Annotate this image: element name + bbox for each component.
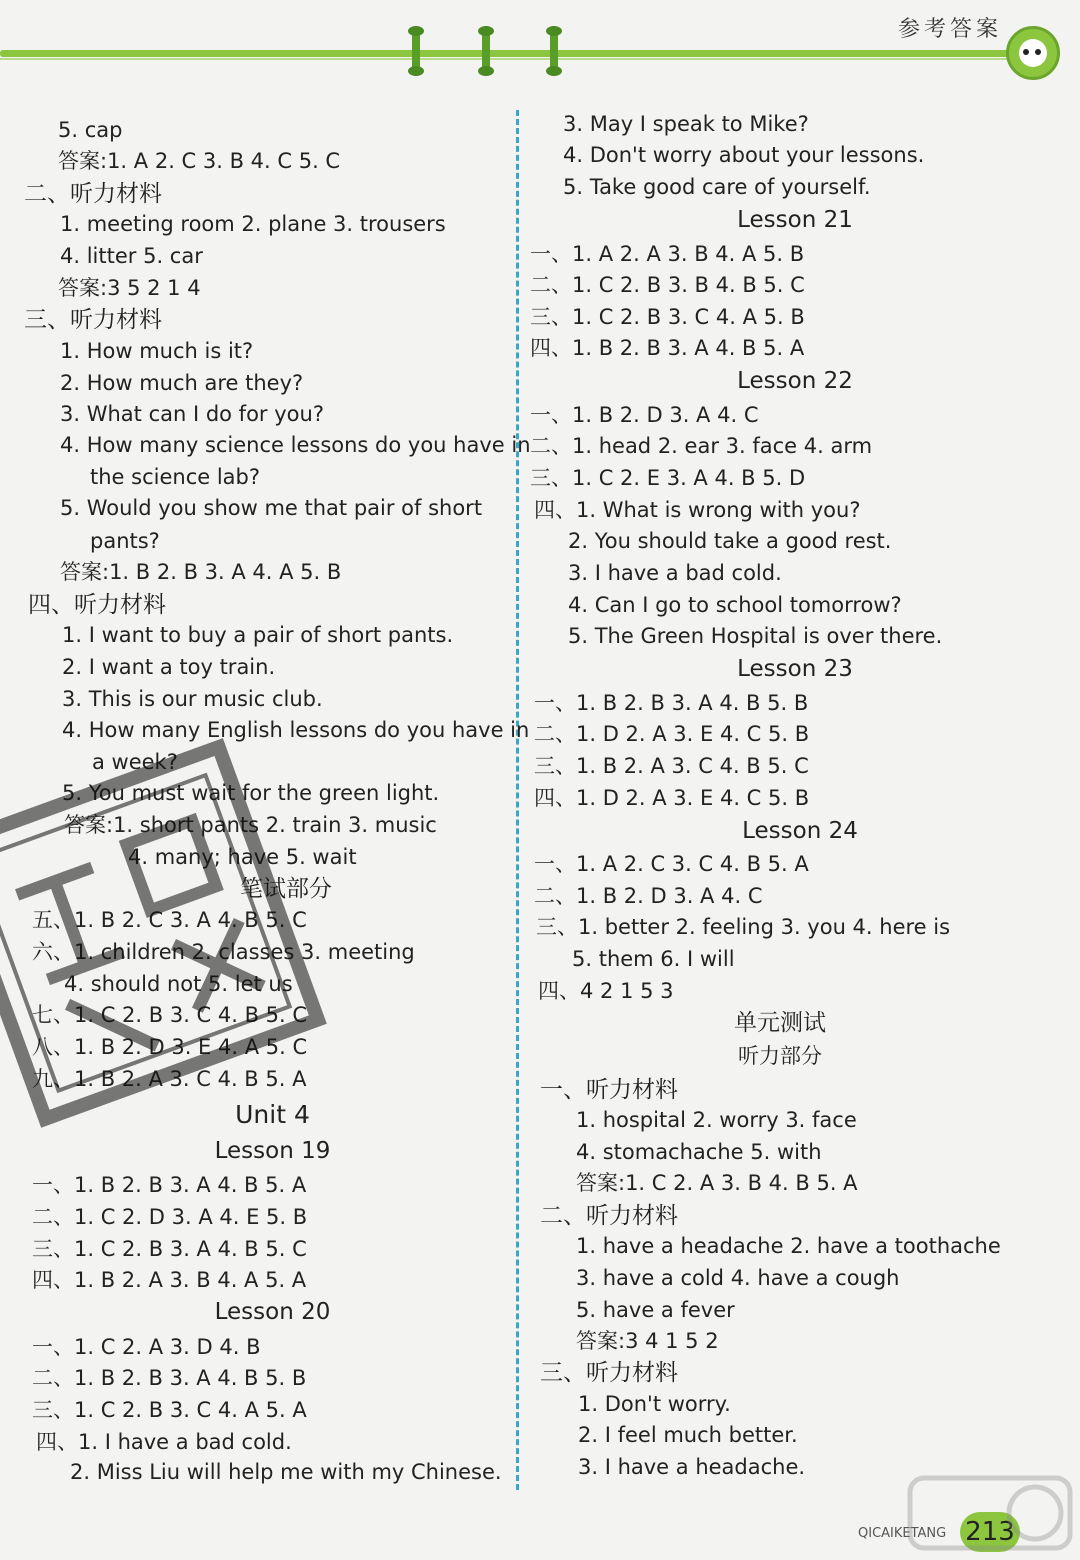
answer-line: 一、1. C 2. A 3. D 4. B — [32, 1335, 261, 1359]
answer-line: 答案:3 4 1 5 2 — [576, 1329, 719, 1353]
answer-line: pants? — [90, 529, 160, 553]
answer-line: 1. hospital 2. worry 3. face — [576, 1108, 857, 1132]
lesson-heading: Lesson 20 — [214, 1299, 331, 1325]
answer-line: 3. I have a bad cold. — [568, 561, 782, 585]
answer-line: 三、1. C 2. B 3. C 4. A 5. A — [32, 1398, 307, 1422]
section-heading: 三、听力材料 — [540, 1360, 678, 1386]
answer-line: 二、1. B 2. D 3. A 4. C — [534, 884, 763, 908]
answer-line: 八、1. B 2. D 3. E 4. A 5. C — [32, 1035, 308, 1059]
unit-heading: Unit 4 — [235, 1100, 310, 1129]
answer-line: 4. many; have 5. wait — [128, 845, 357, 869]
answer-line: 二、1. C 2. B 3. B 4. B 5. C — [530, 273, 805, 297]
answer-line: 2. Miss Liu will help me with my Chinese. — [70, 1460, 502, 1484]
answer-line: 三、1. C 2. B 3. A 4. B 5. C — [32, 1237, 307, 1261]
answer-line: 3. May I speak to Mike? — [563, 112, 809, 136]
answer-line: 4. Can I go to school tomorrow? — [568, 593, 902, 617]
lesson-heading: Lesson 21 — [737, 207, 853, 233]
answer-line: 5. Take good care of yourself. — [563, 175, 871, 199]
section-heading: 听力部分 — [738, 1044, 822, 1068]
answer-line: 答案:1. A 2. C 3. B 4. C 5. C — [58, 149, 341, 173]
section-heading: 一、听力材料 — [540, 1077, 678, 1103]
lesson-heading: Lesson 22 — [737, 368, 853, 394]
section-heading: 四、听力材料 — [28, 592, 166, 618]
answer-line: 二、1. D 2. A 3. E 4. C 5. B — [534, 722, 810, 746]
answer-line: 5. Would you show me that pair of short — [60, 496, 483, 520]
answer-line: 答案:1. C 2. A 3. B 4. B 5. A — [576, 1171, 858, 1195]
answer-line: 一、1. B 2. B 3. A 4. B 5. B — [534, 691, 809, 715]
answer-line: the science lab? — [90, 465, 261, 489]
answer-line: 二、1. B 2. B 3. A 4. B 5. B — [32, 1366, 307, 1390]
header-rule — [0, 50, 1010, 57]
answer-line: a week? — [92, 750, 178, 774]
page-header — [0, 0, 1080, 60]
answer-line: 5. cap — [58, 118, 123, 142]
answer-line: 一、1. B 2. D 3. A 4. C — [530, 403, 759, 427]
answer-line: 答案:1. B 2. B 3. A 4. A 5. B — [60, 560, 342, 584]
answer-line: 四、1. What is wrong with you? — [534, 498, 861, 522]
answer-line: 1. Don't worry. — [578, 1392, 731, 1416]
answer-line: 三、1. B 2. A 3. C 4. B 5. C — [534, 754, 809, 778]
section-heading: 笔试部分 — [240, 876, 332, 902]
answer-line: 4. How many science lessons do you have in — [60, 433, 531, 457]
page-number: 213 — [960, 1512, 1020, 1552]
answer-line: 4. stomachache 5. with — [576, 1140, 822, 1164]
answer-line: 3. What can I do for you? — [60, 402, 324, 426]
panda-logo-icon — [1006, 26, 1060, 80]
section-heading: 二、听力材料 — [24, 181, 162, 207]
corner-watermark-icon — [905, 1468, 1075, 1558]
answer-line: 五、1. B 2. C 3. A 4. B 5. C — [32, 908, 307, 932]
answer-line: 3. This is our music club. — [62, 687, 323, 711]
answer-line: 4. litter 5. car — [60, 244, 203, 268]
answer-line: 四、1. I have a bad cold. — [36, 1430, 292, 1454]
answer-line: 4. How many English lessons do you have in — [62, 718, 530, 742]
answer-line: 4. Don't worry about your lessons. — [563, 143, 925, 167]
section-heading: 三、听力材料 — [24, 307, 162, 333]
answer-line: 六、1. children 2. classes 3. meeting — [32, 940, 415, 964]
unit-test-heading: 单元测试 — [734, 1010, 826, 1036]
lesson-heading: Lesson 24 — [742, 818, 858, 844]
answer-line: 一、1. B 2. B 3. A 4. B 5. A — [32, 1173, 307, 1197]
answer-line: 1. How much is it? — [60, 339, 254, 363]
answer-line: 3. I have a headache. — [578, 1455, 806, 1479]
answer-line: 1. I want to buy a pair of short pants. — [62, 623, 454, 647]
answer-line: 4. should not 5. let us — [64, 972, 293, 996]
column-divider — [516, 110, 519, 1490]
lesson-heading: Lesson 19 — [214, 1138, 331, 1164]
answer-line: 5. them 6. I will — [572, 947, 735, 971]
answer-line: 1. have a headache 2. have a toothache — [576, 1234, 1001, 1258]
answer-line: 四、1. D 2. A 3. E 4. C 5. B — [534, 786, 810, 810]
answer-line: 三、1. C 2. E 3. A 4. B 5. D — [530, 466, 806, 490]
answer-line: 四、1. B 2. A 3. B 4. A 5. A — [32, 1268, 307, 1292]
answer-line: 3. have a cold 4. have a cough — [576, 1266, 900, 1290]
brand-label: QICAIKETANG — [858, 1526, 947, 1541]
answer-line: 5. You must wait for the green light. — [62, 781, 440, 805]
answer-line: 1. meeting room 2. plane 3. trousers — [60, 212, 446, 236]
answer-line: 一、1. A 2. A 3. B 4. A 5. B — [530, 242, 805, 266]
lesson-heading: Lesson 23 — [737, 656, 853, 682]
binder-ring-icon — [412, 26, 420, 76]
binder-ring-icon — [550, 26, 558, 76]
answer-line: 九、1. B 2. A 3. C 4. B 5. A — [32, 1067, 307, 1091]
binder-ring-icon — [482, 26, 490, 76]
answer-line: 二、1. head 2. ear 3. face 4. arm — [530, 434, 873, 458]
answer-line: 2. I feel much better. — [578, 1423, 798, 1447]
answer-line: 5. The Green Hospital is over there. — [568, 624, 943, 648]
answer-line: 5. have a fever — [576, 1298, 735, 1322]
answer-line: 2. I want a toy train. — [62, 655, 276, 679]
answer-line: 三、1. better 2. feeling 3. you 4. here is — [536, 915, 951, 939]
answer-line: 二、1. C 2. D 3. A 4. E 5. B — [32, 1205, 308, 1229]
answer-line: 一、1. A 2. C 3. C 4. B 5. A — [534, 852, 809, 876]
answer-line: 答案:1. short pants 2. train 3. music — [64, 813, 437, 837]
header-rule-thin — [0, 58, 1010, 60]
answer-line: 答案:3 5 2 1 4 — [58, 276, 201, 300]
answer-line: 四、1. B 2. B 3. A 4. B 5. A — [530, 336, 805, 360]
answer-line: 七、1. C 2. B 3. C 4. B 5. C — [32, 1003, 308, 1027]
section-heading: 二、听力材料 — [540, 1203, 678, 1229]
header-title: 参考答案 — [898, 17, 1003, 42]
answer-line: 四、4 2 1 5 3 — [538, 979, 674, 1003]
answer-line: 三、1. C 2. B 3. C 4. A 5. B — [530, 305, 805, 329]
answer-line: 2. You should take a good rest. — [568, 529, 892, 553]
answer-line: 2. How much are they? — [60, 371, 304, 395]
